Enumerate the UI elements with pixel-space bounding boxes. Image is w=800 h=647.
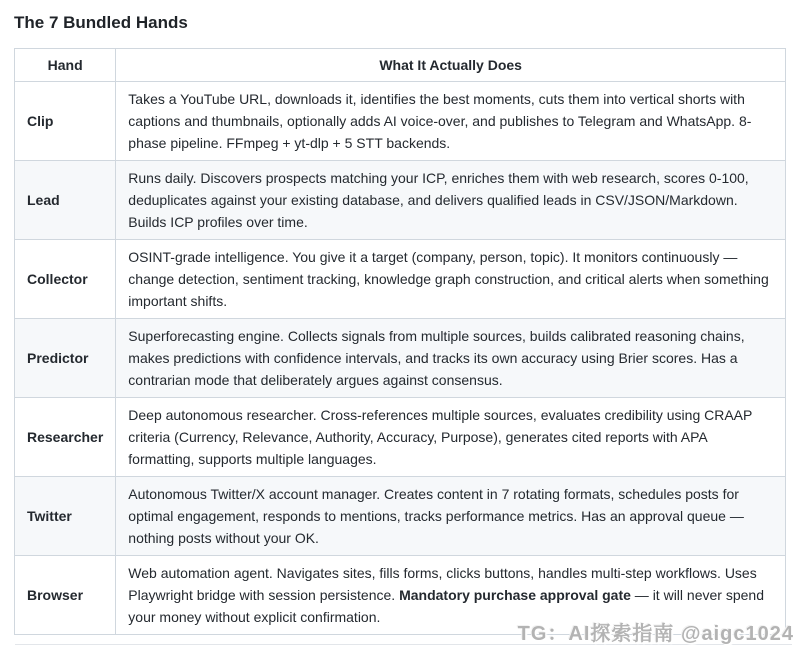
- description-segment: — it will never spend your money without explicit confirmation.: [128, 587, 764, 625]
- hand-name: Clip: [15, 82, 116, 161]
- hands-table: [14, 48, 786, 635]
- table-row: [15, 161, 786, 240]
- description-segment: Deep autonomous researcher. Cross-references multiple sources, evaluates credibility using CRAAP criteria (Currency, Relevance, Authority, Accuracy, Purpose), generates cited reports with APA formatting, supports multiple languages.: [128, 407, 753, 467]
- hand-description: [116, 319, 786, 398]
- description-segment: Superforecasting engine. Collects signals from multiple sources, builds calibrated reasoning chains, makes predictions with confidence intervals, and tracks its own accuracy using Brier scores. Has a contrarian mode that deliberately argues against consensus.: [128, 328, 745, 388]
- column-header-hand: Hand: [15, 49, 116, 82]
- table-row: [15, 240, 786, 319]
- hand-name: Researcher: [15, 398, 116, 477]
- table-header-row: [15, 49, 786, 82]
- page-title: The 7 Bundled Hands: [14, 13, 188, 32]
- hand-description: [116, 398, 786, 477]
- hand-description: [116, 240, 786, 319]
- description-segment: Runs daily. Discovers prospects matching your ICP, enriches them with web research, scores 0-100, deduplicates against your existing database, and delivers qualified leads in CSV/JSON/Markdown. Builds ICP profiles over time.: [128, 170, 749, 230]
- description-segment: Autonomous Twitter/X account manager. Creates content in 7 rotating formats, schedules posts for optimal engagement, responds to mentions, tracks performance metrics. Has an approval queue — nothing posts without your OK.: [128, 486, 744, 546]
- hand-name: Twitter: [15, 477, 116, 556]
- description-segment: Takes a YouTube URL, downloads it, identifies the best moments, cuts them into vertical shorts with captions and thumbnails, optionally adds AI voice-over, and publishes to Telegram and WhatsApp. 8-phase pipeline. FFmpeg + yt-dlp + 5 STT backends.: [128, 91, 752, 151]
- table-row: [15, 82, 786, 161]
- hand-name: Browser: [15, 556, 116, 635]
- table-row: [15, 319, 786, 398]
- hand-description: [116, 161, 786, 240]
- hand-name: Predictor: [15, 319, 116, 398]
- description-segment: Web automation agent. Navigates sites, fills forms, clicks buttons, handles multi-step workflows. Uses Playwright bridge with session persistence.: [128, 565, 757, 603]
- watermark: TG：AI探索指南 @aigc1024: [517, 623, 794, 645]
- table-body: [15, 82, 786, 635]
- description-segment-bold: Mandatory purchase approval gate: [399, 587, 631, 603]
- hand-description: [116, 82, 786, 161]
- hand-name: Lead: [15, 161, 116, 240]
- description-segment: OSINT-grade intelligence. You give it a target (company, person, topic). It monitors continuously — change detection, sentiment tracking, knowledge graph construction, and critical alerts when something important shifts.: [128, 249, 769, 309]
- table-row: [15, 477, 786, 556]
- table-row: [15, 398, 786, 477]
- column-header-description: What It Actually Does: [116, 49, 786, 82]
- hand-description: [116, 477, 786, 556]
- table-header: [15, 49, 786, 82]
- hand-name: Collector: [15, 240, 116, 319]
